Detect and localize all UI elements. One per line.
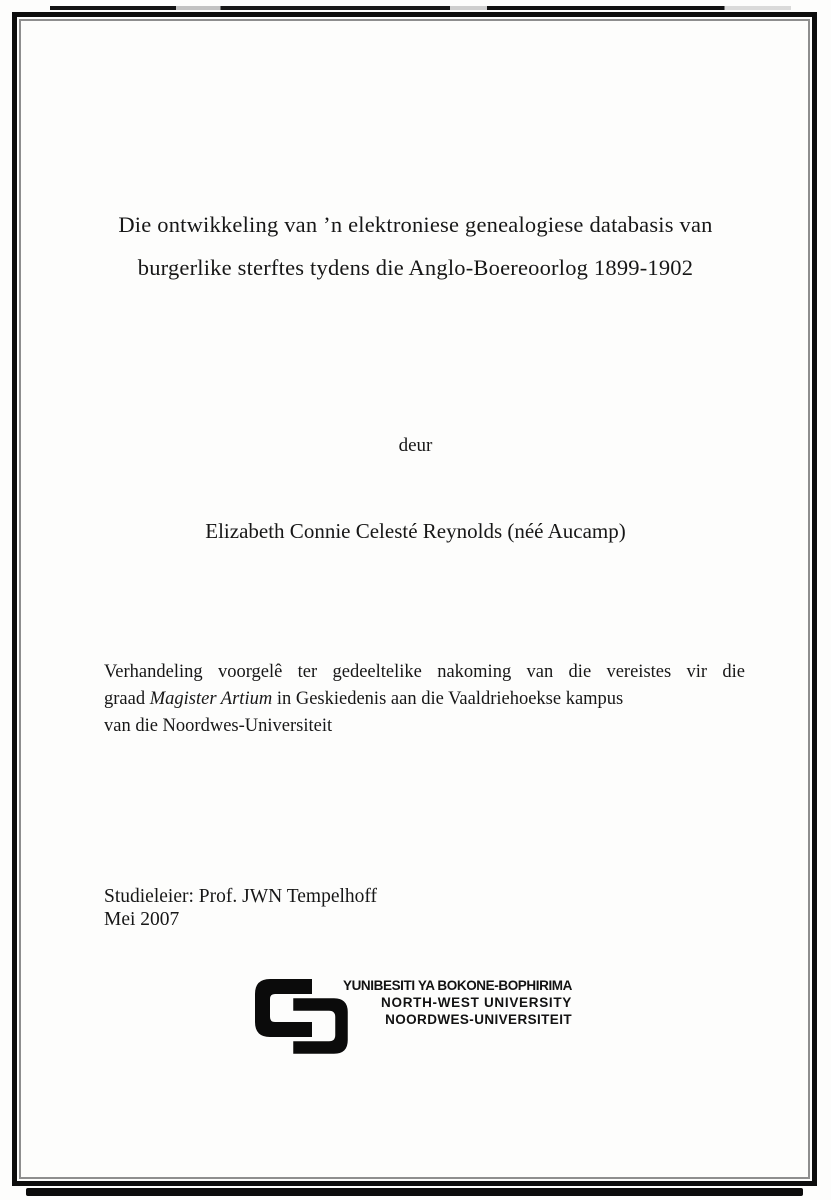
thesis-title-line-1: Die ontwikkeling van ’n elektroniese genealogiese databasis van [118, 212, 713, 237]
nwu-logo-wordmark [343, 977, 572, 1028]
author-name: Elizabeth Connie Celesté Reynolds (néé Aucamp) [205, 519, 626, 543]
supervisor-section [104, 885, 377, 931]
thesis-statement-line-1: Verhandeling voorgelê ter gedeeltelike nakoming van die vereistes vir die [104, 662, 745, 682]
thesis-title-line-2: burgerlike sterftes tydens die Anglo-Boereoorlog 1899-1902 [137, 255, 694, 280]
logo-text-setswana: YUNIBESITI YA BOKONE-BOPHIRIMA [342, 978, 572, 993]
scan-artifact-bottom [26, 1188, 803, 1196]
nwu-interlocking-links-icon [255, 979, 349, 1055]
byline-deur: deur [398, 435, 433, 456]
logo-text-afrikaans: NOORDWES-UNIVERSITEIT [385, 1012, 572, 1027]
date-line: Mei 2007 [104, 909, 180, 930]
logo-text-english: NORTH-WEST UNIVERSITY [381, 995, 572, 1010]
thesis-statement-line-2 [104, 686, 745, 713]
thesis-statement-line-3: van die Noordwes-Universiteit [104, 716, 333, 736]
scan-artifact-top [50, 6, 791, 10]
thesis-statement [104, 659, 745, 740]
supervisor-line: Studieleier: Prof. JWN Tempelhoff [104, 886, 378, 907]
degree-name-italic: Magister Artium [149, 689, 273, 709]
thesis-title [0, 203, 831, 289]
statement-degree-prefix: graad [104, 689, 150, 709]
statement-degree-suffix: in Geskiedenis aan die Vaaldriehoekse kampus [272, 689, 624, 709]
